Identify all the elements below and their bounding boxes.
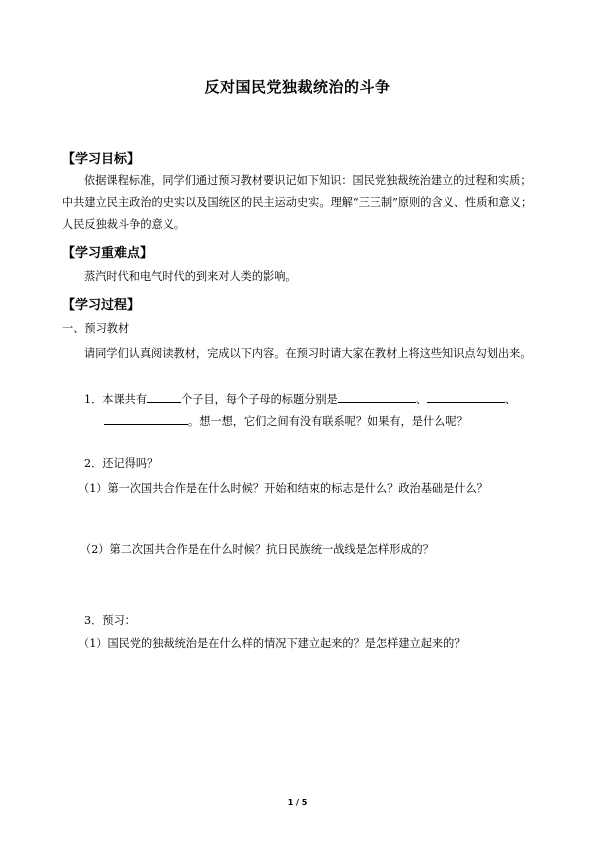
question-3-label: 3．预习： xyxy=(84,614,136,627)
objectives-text: 依据课程标准，同学们通过预习教材要识记如下知识：国民党独裁统治建立的过程和实质；中共建立民主政治的史实以及国统区的民主运动史实。理解“三三制”原则的含义、性质和意义；人民反独裁斗争的意义。 xyxy=(62,174,533,231)
section-heading-key-points: 【学习重难点】 xyxy=(62,246,154,261)
answer-blank-count[interactable] xyxy=(147,390,181,403)
answer-blank-title-2[interactable] xyxy=(427,390,505,403)
answer-blank-title-1[interactable] xyxy=(338,390,416,403)
key-points-text: 蒸汽时代和电气时代的到来对人类的影响。 xyxy=(84,270,297,283)
question-1-separator-2: 、 xyxy=(504,393,517,406)
question-1-line-2 xyxy=(104,411,468,433)
question-1-separator-1: 、 xyxy=(415,393,427,406)
section-heading-process: 【学习过程】 xyxy=(62,298,141,313)
answer-blank-title-3[interactable] xyxy=(104,412,188,425)
question-1-line-1 xyxy=(84,389,516,411)
question-1-text-b: 个子目，每个子母的标题分别是 xyxy=(181,393,338,406)
page-title: 反对国民党独裁统治的斗争 xyxy=(204,78,391,96)
question-1-text-a: 1．本课共有 xyxy=(84,393,148,406)
preview-intro: 请同学们认真阅读教材，完成以下内容。在预习时请大家在教材上将这些知识点勾划出来。 xyxy=(84,347,532,360)
part-one-label: 一、预习教材 xyxy=(62,322,130,335)
section-heading-objectives: 【学习目标】 xyxy=(62,152,141,167)
question-2-2: （2）第二次国共合作是在什么时候？抗日民族统一战线是怎样形成的？ xyxy=(80,543,434,556)
question-2-label: 2．还记得吗？ xyxy=(84,457,159,470)
page-number: 1 / 5 xyxy=(287,798,308,807)
question-1-text-c: 。想一想，它们之间有没有联系呢？如果有，是什么呢？ xyxy=(188,415,468,428)
question-3-1: （1）国民党的独裁统治是在什么样的情况下建立起来的？是怎样建立起来的？ xyxy=(78,637,466,650)
question-2-1: （1）第一次国共合作是在什么时候？开始和结束的标志是什么？政治基础是什么？ xyxy=(78,482,488,495)
